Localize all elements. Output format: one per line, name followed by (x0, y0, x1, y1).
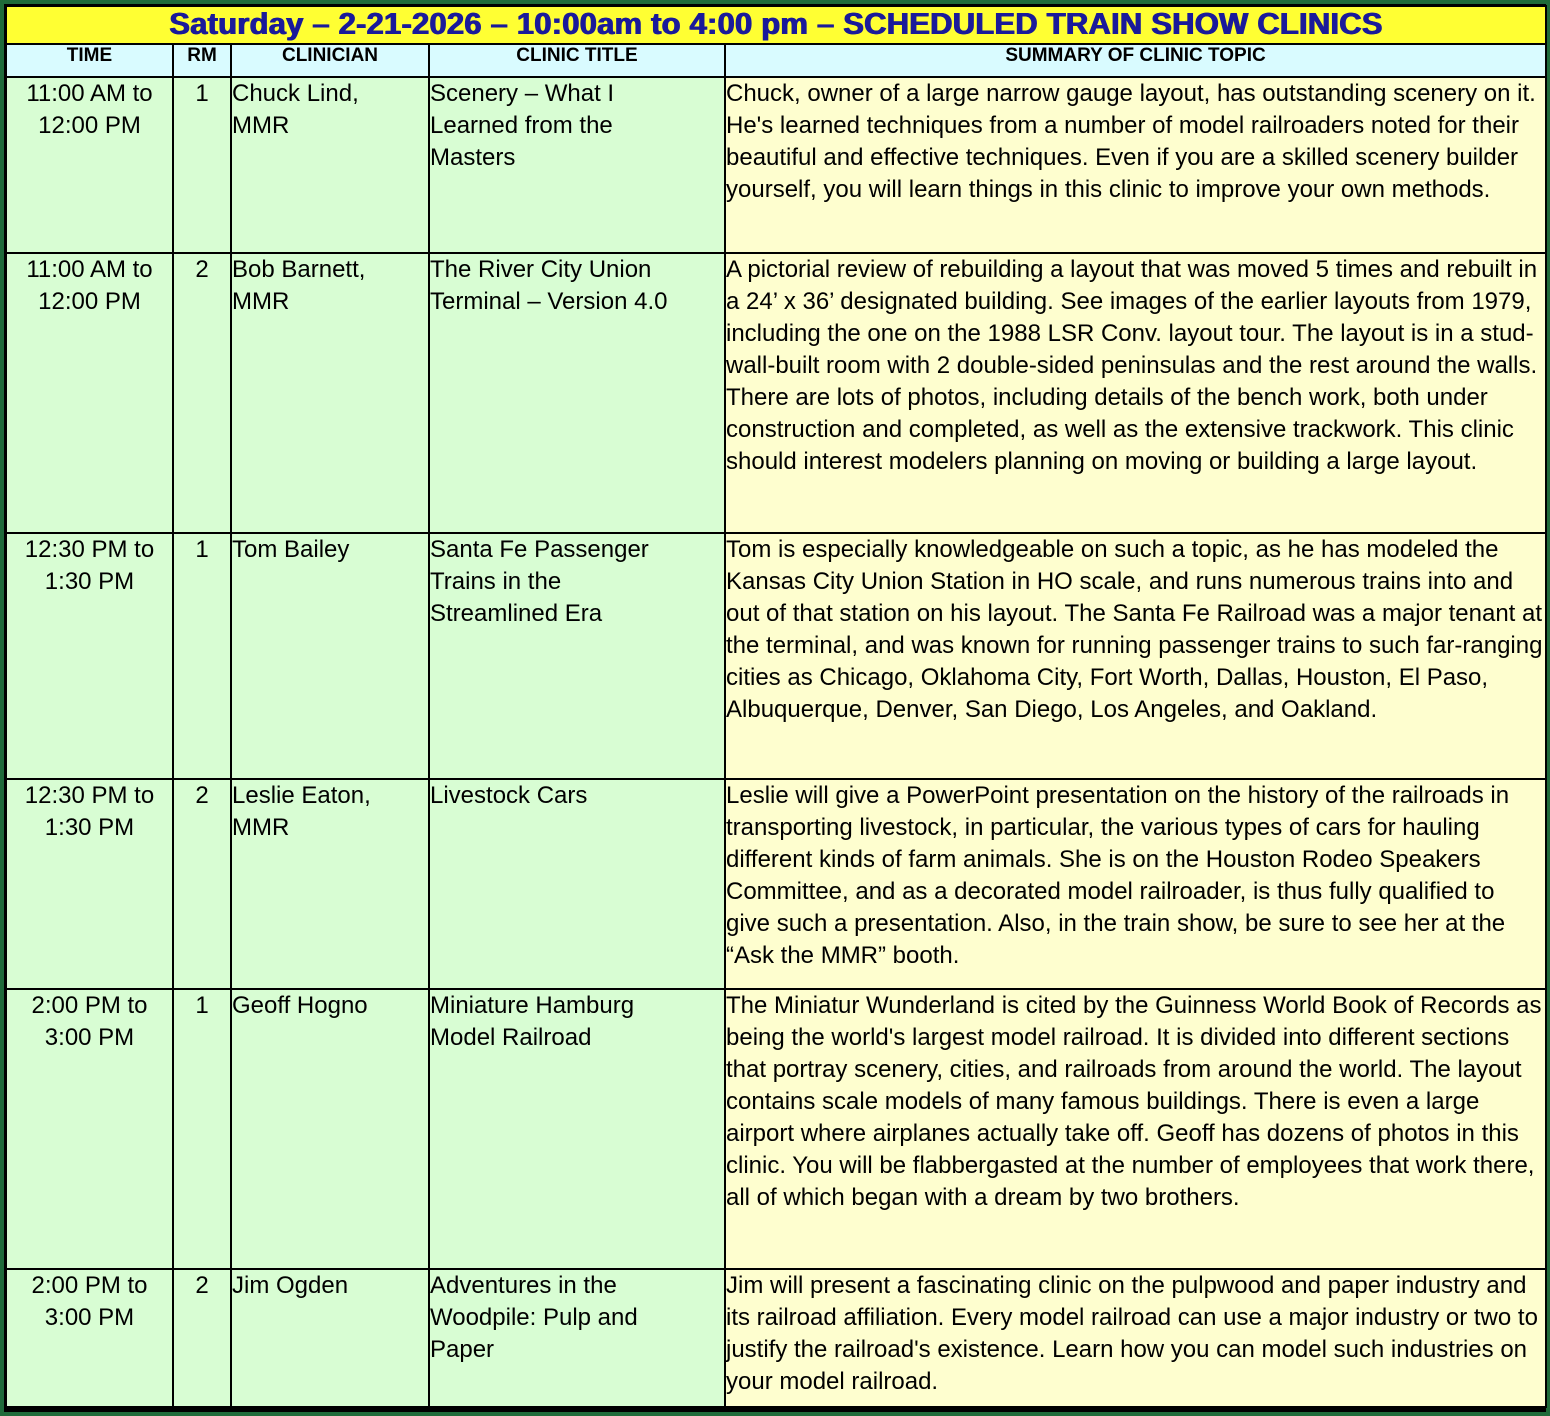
row-time: 12:30 PM to 1:30 PM (24, 782, 155, 841)
row-clinician: Chuck Lind, MMR (232, 80, 359, 139)
row-summary: Tom is especially knowledgeable on such a topic, as he has modeled the Kansas City Union Station in HO scale, and runs numerous trains into and out of that station on his layout. The Santa Fe Railroad was a major tenant at the terminal, and was known for running passenger trains to such far-ranging cities as Chicago, Oklahoma City, Fort Worth, Dallas, Houston, El Paso, Albuquerque, Denver, San Diego, Los Angeles, and Oakland. (726, 536, 1543, 723)
row-clinic-title: Livestock Cars (430, 782, 588, 809)
clinic-schedule-table (5, 5, 1547, 1408)
table-row (6, 779, 1546, 989)
row-time: 11:00 AM to 12:00 PM (26, 80, 153, 139)
table-row (6, 533, 1546, 779)
header-summary: SUMMARY OF CLINIC TOPIC (725, 44, 1546, 77)
row-room: 1 (195, 80, 209, 107)
row-summary: Chuck, owner of a large narrow gauge layout, has outstanding scenery on it. He's learned techniques from a number of model railroaders noted for their beautiful and effective techniques. Even if you are a skilled scenery builder yourself, you will learn things in this clinic to improve your own methods. (726, 80, 1536, 203)
row-room: 2 (195, 1272, 209, 1299)
row-clinic-title: Scenery – What I Learned from the Masters (430, 80, 615, 171)
row-time: 12:30 PM to 1:30 PM (24, 536, 155, 595)
row-time: 2:00 PM to 3:00 PM (31, 992, 148, 1051)
table-row (6, 1269, 1546, 1407)
table-row (6, 77, 1546, 253)
row-clinic-title: Santa Fe Passenger Trains in the Streamlined Era (430, 536, 649, 627)
row-clinician: Leslie Eaton, MMR (232, 782, 371, 841)
schedule-title: Saturday – 2-21-2026 – 10:00am to 4:00 pm – SCHEDULED TRAIN SHOW CLINICS (6, 6, 1546, 44)
row-room: 1 (195, 992, 209, 1019)
table-row (6, 253, 1546, 533)
header-rm: RM (173, 44, 231, 77)
header-clinic-title: CLINIC TITLE (429, 44, 725, 77)
header-time: TIME (6, 44, 173, 77)
row-time: 2:00 PM to 3:00 PM (31, 1272, 148, 1331)
row-clinician: Geoff Hogno (232, 992, 368, 1019)
row-clinician: Bob Barnett, MMR (232, 256, 366, 315)
row-clinician: Tom Bailey (232, 536, 350, 563)
row-room: 2 (195, 782, 209, 809)
row-summary: A pictorial review of rebuilding a layout that was moved 5 times and rebuilt in a 24’ x 36’ designated building. See images of the earlier layouts from 1979, including the one on the 1988 LSR Conv. layout tour. The layout is in a stud-wall-built room with 2 double-sided peninsulas and the rest around the walls. There are lots of photos, including details of the bench work, both under construction and completed, as well as the extensive trackwork. This clinic should interest modelers planning on moving or building a large layout. (726, 256, 1538, 475)
row-clinic-title: Miniature Hamburg Model Railroad (430, 992, 635, 1051)
row-time: 11:00 AM to 12:00 PM (26, 256, 153, 315)
table-row (6, 989, 1546, 1269)
row-room: 2 (195, 256, 209, 283)
row-summary: Leslie will give a PowerPoint presentation on the history of the railroads in transporting livestock, in particular, the various types of cars for hauling different kinds of farm animals. She is on the Houston Rodeo Speakers Committee, and as a decorated model railroader, is thus fully qualified to give such a presentation. Also, in the train show, be sure to see her at the “Ask the MMR” booth. (726, 782, 1510, 969)
schedule-frame (4, 4, 1546, 1412)
row-summary: Jim will present a fascinating clinic on the pulpwood and paper industry and its railroad affiliation. Every model railroad can use a major industry or two to justify the railroad's existence. Learn how you can model such industries on your model railroad. (726, 1272, 1538, 1395)
row-clinic-title: Adventures in the Woodpile: Pulp and Paper (430, 1272, 638, 1363)
row-clinic-title: The River City Union Terminal – Version 4.0 (430, 256, 668, 315)
row-room: 1 (195, 536, 209, 563)
header-row (6, 44, 1546, 77)
row-summary: The Miniatur Wunderland is cited by the Guinness World Book of Records as being the world's largest model railroad. It is divided into different sections that portray scenery, cities, and railroads from around the world. The layout contains scale models of many famous buildings. There is even a large airport where airplanes actually take off. Geoff has dozens of photos in this clinic. You will be flabbergasted at the number of employees that work there, all of which began with a dream by two brothers. (726, 992, 1542, 1211)
title-row (6, 6, 1546, 44)
header-clinician: CLINICIAN (231, 44, 429, 77)
row-clinician: Jim Ogden (232, 1272, 349, 1299)
